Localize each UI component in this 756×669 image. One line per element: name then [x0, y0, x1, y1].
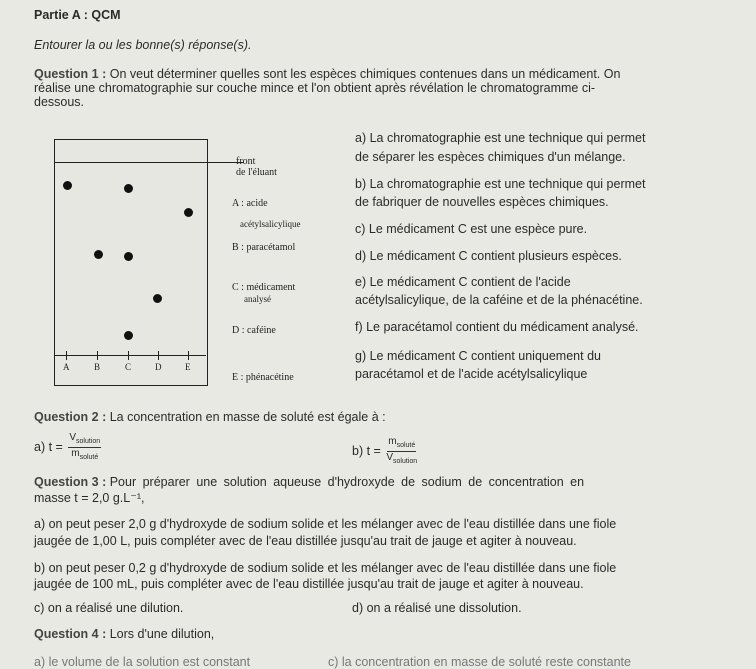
q2-b-denominator: $V_{solution}$ [386, 452, 418, 465]
q2-a-denominator: $m_{soluté}$ [71, 448, 99, 461]
q1-option-a-line1[interactable]: a) La chromatographie est une technique qui permet [355, 131, 646, 145]
q2-option-b-fraction [386, 436, 417, 467]
q1-option-g-line1[interactable]: g) Le médicament C contient uniquement du [355, 349, 601, 363]
spot-b [94, 250, 103, 259]
q3-option-c[interactable]: c) on a réalisé une dilution. [34, 601, 184, 615]
q1-option-f[interactable]: f) Le paracétamol contient du médicament analysé. [355, 320, 639, 334]
lane-tick-d [158, 351, 159, 360]
lane-tick-b [97, 351, 98, 360]
q2-a-numerator: $V_{solution}$ [68, 432, 101, 448]
q2-option-a-fraction [68, 432, 101, 463]
q3-text-line1: Pour préparer une solution aqueuse d'hydroxyde de sodium de concentration en [109, 475, 585, 489]
legend-c-2: analysé [244, 294, 271, 304]
q2-option-b[interactable] [352, 436, 417, 467]
spot-c-1 [124, 184, 133, 193]
q1-option-e-line1[interactable]: e) Le médicament C contient de l'acide [355, 275, 571, 289]
front-label-1: front [236, 156, 256, 167]
q2-b-numerator: $m_{soluté}$ [387, 436, 416, 452]
q4-label: Question 4 : [34, 627, 107, 641]
q3-option-a-line2[interactable]: jaugée de 1,00 L, puis compléter avec de l'eau distillée jusqu'au trait de jauge et agiter à nouveau. [34, 534, 577, 548]
q1-option-d[interactable]: d) Le médicament C contient plusieurs espèces. [355, 249, 622, 263]
q4-text: Lors d'une dilution, [109, 627, 215, 641]
q2-option-a-prefix: a) t = [34, 439, 63, 454]
q3-option-b-line2[interactable]: jaugée de 100 mL, puis compléter avec de l'eau distillée jusqu'au trait de jauge et agiter à nouveau. [34, 577, 584, 591]
q1-option-c[interactable]: c) Le médicament C est une espèce pure. [355, 222, 588, 236]
q3-option-b-line1[interactable]: b) on peut peser 0,2 g d'hydroxyde de sodium solide et les mélanger avec de l'eau distillée dans une fiole [34, 561, 617, 575]
legend-d: D : caféine [232, 325, 276, 336]
lane-label-a: A [63, 362, 70, 372]
q4-option-c[interactable]: c) la concentration en masse de soluté reste constante [328, 655, 631, 669]
legend-c-1: C : médicament [232, 282, 296, 293]
spot-d [153, 294, 162, 303]
legend-a-2: acétylsalicylique [240, 219, 301, 229]
legend-b: B : paracétamol [232, 242, 296, 253]
q4-line [34, 627, 214, 641]
q1-option-a-line2[interactable]: de séparer les espèces chimiques d'un mélange. [355, 150, 626, 164]
q2-option-a[interactable] [34, 432, 101, 463]
lane-label-d: D [155, 362, 162, 372]
q1-text-line1: On veut déterminer quelles sont les espèces chimiques contenues dans un médicament. On [109, 67, 621, 81]
lane-label-c: C [125, 362, 132, 372]
instruction: Entourer la ou les bonne(s) réponse(s). [34, 38, 252, 52]
q1-text-line2: réalise une chromatographie sur couche mince et l'on obtient après révélation le chromatogramme ci- [34, 81, 596, 95]
lane-tick-e [188, 351, 189, 360]
spot-c-3 [124, 331, 133, 340]
q3-option-d[interactable]: d) on a réalisé une dissolution. [352, 601, 522, 615]
q3-label: Question 3 : [34, 475, 107, 489]
spot-a [63, 181, 72, 190]
lane-label-b: B [94, 362, 101, 372]
lane-tick-c [128, 351, 129, 360]
lane-tick-a [66, 351, 67, 360]
baseline [54, 355, 206, 356]
spot-c-2 [124, 252, 133, 261]
legend-a-1: A : acide [232, 198, 268, 209]
q1-option-e-line2[interactable]: acétylsalicylique, de la caféine et de la phénacétine. [355, 293, 643, 307]
solvent-front-line [54, 162, 244, 163]
q2-text: La concentration en masse de soluté est égale à : [109, 410, 386, 424]
spot-e [184, 208, 193, 217]
legend-e: E : phénacétine [232, 372, 294, 383]
partie-title: Partie A : QCM [34, 8, 121, 22]
q1-line1 [34, 67, 620, 81]
q3-option-a-line1[interactable]: a) on peut peser 2,0 g d'hydroxyde de sodium solide et les mélanger avec de l'eau distillée dans une fiole [34, 517, 617, 531]
q3-text-line2: masse t = 2,0 g.L⁻¹, [34, 491, 145, 505]
q1-option-g-line2[interactable]: paracétamol et de l'acide acétylsalicylique [355, 367, 588, 381]
q2-line [34, 410, 386, 424]
q1-option-b-line2[interactable]: de fabriquer de nouvelles espèces chimiques. [355, 195, 609, 209]
chromatography-plate [54, 139, 208, 386]
front-label-2: de l'éluant [236, 167, 277, 178]
q4-option-a[interactable]: a) le volume de la solution est constant [34, 655, 251, 669]
q1-label: Question 1 : [34, 67, 107, 81]
q2-option-b-prefix: b) t = [352, 443, 381, 458]
q2-label: Question 2 : [34, 410, 107, 424]
q1-option-b-line1[interactable]: b) La chromatographie est une technique qui permet [355, 177, 646, 191]
q3-line1 [34, 475, 584, 489]
q1-text-line3: dessous. [34, 95, 85, 109]
lane-label-e: E [185, 362, 191, 372]
